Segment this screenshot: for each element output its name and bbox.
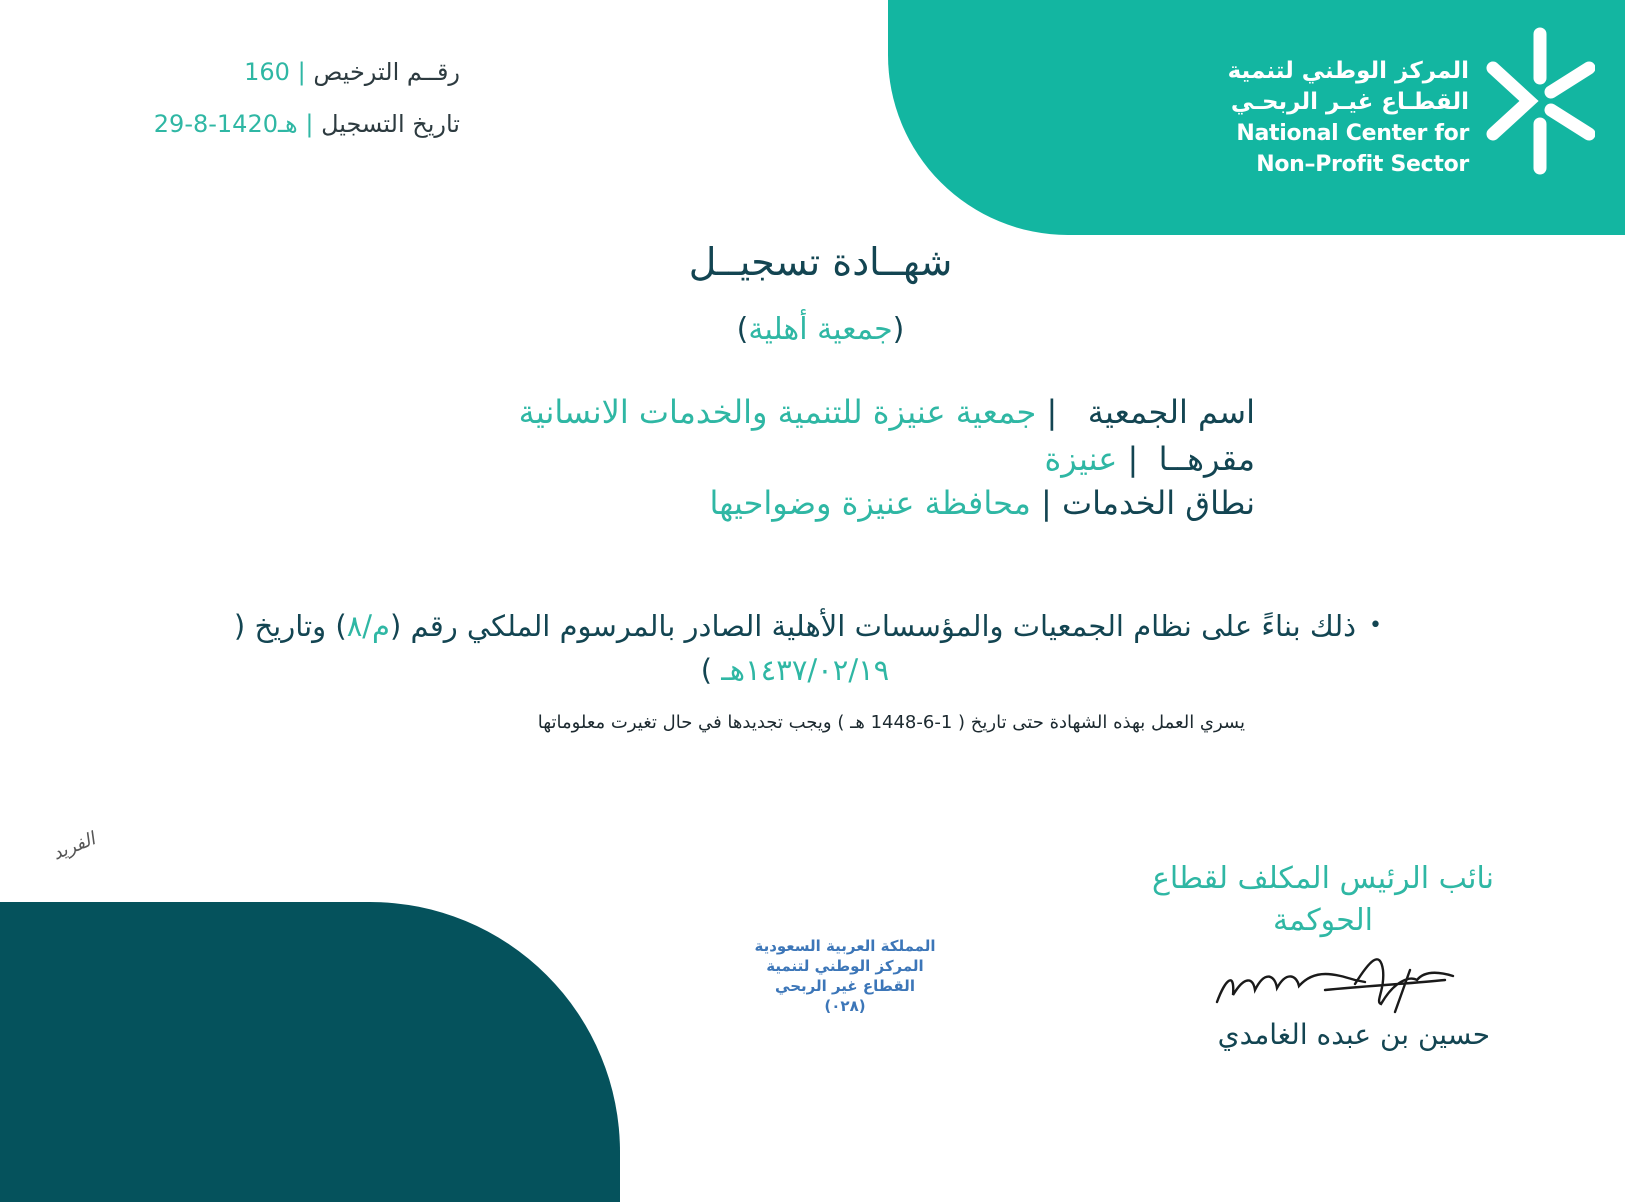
headquarters-label: مقرهــا xyxy=(1158,440,1255,478)
signatory-title: نائب الرئيس المكلف لقطاع الحوكمة xyxy=(1152,861,1494,938)
association-name-label: اسم الجمعية xyxy=(1087,393,1255,431)
certificate-type: جمعية أهلية xyxy=(748,312,893,347)
official-stamp xyxy=(730,936,960,1016)
service-scope-value: محافظة عنيزة وضواحيها xyxy=(709,484,1031,522)
headquarters-value: عنيزة xyxy=(1044,440,1118,478)
signatory-name: حسين بن عبده الغامدي xyxy=(1217,1018,1490,1051)
decree-number: م/٨ xyxy=(346,609,390,643)
bullet-icon: • xyxy=(1369,613,1382,638)
license-separator: | xyxy=(297,58,306,86)
decree-date-label: ) وتاريخ ( xyxy=(233,609,347,643)
service-scope-label: نطاق الخدمات xyxy=(1061,484,1255,522)
legal-basis-end: ) xyxy=(700,653,722,687)
handwritten-note: الفريد xyxy=(49,828,99,865)
certificate-subtitle: (جمعية أهلية) xyxy=(736,312,905,347)
registration-separator: | xyxy=(305,110,314,138)
certificate-title: شهــادة تسجيــل xyxy=(688,240,953,284)
footer-decoration xyxy=(0,902,620,1202)
association-name: اسم الجمعية | جمعية عنيزة للتنمية والخدمات الانسانية xyxy=(518,393,1255,431)
license-number-value: 160 xyxy=(244,58,290,86)
association-name-value: جمعية عنيزة للتنمية والخدمات الانسانية xyxy=(518,393,1037,431)
legal-basis-text: ذلك بناءً على نظام الجمعيات والمؤسسات الأهلية الصادر بالمرسوم الملكي رقم ( xyxy=(390,609,1357,643)
legal-basis xyxy=(225,604,1382,692)
logo-ar-line2: القطـاع غيـر الربحـي xyxy=(1230,89,1469,115)
license-number xyxy=(244,58,460,86)
registration-date-value: 29-8-1420هـ xyxy=(153,110,298,138)
registration-date xyxy=(154,110,460,138)
stamp-line1: المملكة العربية السعودية xyxy=(754,937,936,955)
service-scope: نطاق الخدمات | محافظة عنيزة وضواحيها xyxy=(709,484,1255,522)
logo-en-line1: National Center for xyxy=(1236,121,1469,146)
registration-date-label: تاريخ التسجيل xyxy=(321,110,460,138)
logo-ar-line1: المركز الوطني لتنمية xyxy=(1227,58,1469,84)
ncnp-logo-icon xyxy=(1485,26,1595,176)
decree-date: ١٤٣٧/٠٢/١٩هـ xyxy=(721,653,890,687)
validity-note: يسري العمل بهذه الشهادة حتى تاريخ ( 1-6-1448 هـ ) ويجب تجديدها في حال تغيرت معلوماتها xyxy=(537,712,1245,733)
license-number-label: رقــم الترخيص xyxy=(313,58,460,86)
logo-text xyxy=(1209,56,1469,180)
signature-icon xyxy=(1205,940,1465,1015)
stamp-line4: (٠٢٨) xyxy=(824,997,866,1015)
stamp-line2: المركز الوطني لتنمية xyxy=(766,957,924,975)
stamp-line3: القطاع غير الربحي xyxy=(775,977,915,995)
logo-en-line2: Non–Profit Sector xyxy=(1256,152,1469,177)
headquarters: مقرهــا | عنيزة xyxy=(1044,440,1255,478)
